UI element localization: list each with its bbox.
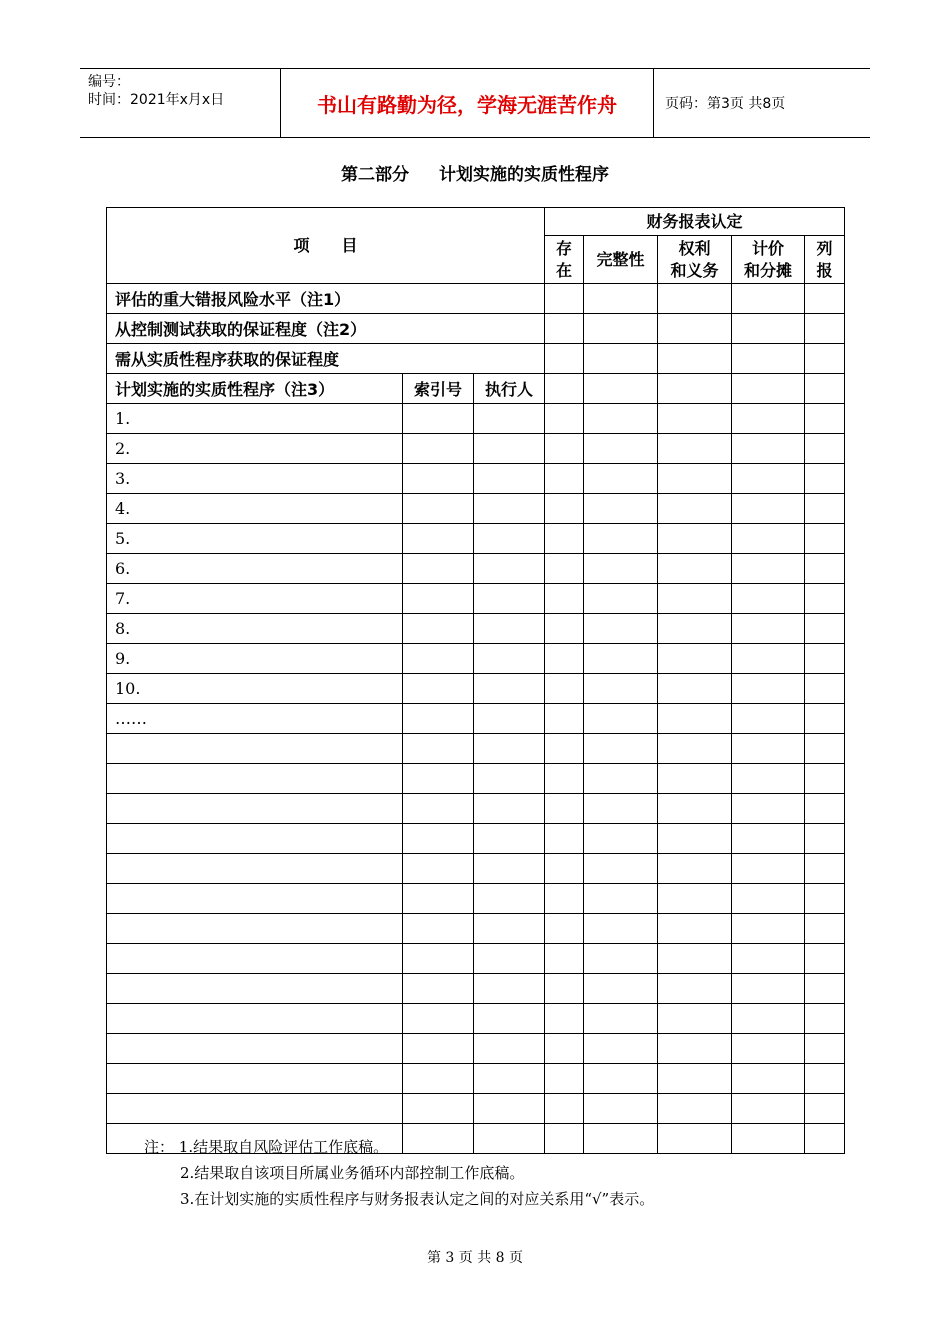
table-cell (403, 764, 474, 794)
table-cell (403, 884, 474, 914)
assertion-group-header: 财务报表认定 (545, 208, 845, 236)
section-name: 计划实施的实质性程序 (438, 165, 609, 185)
table-cell (474, 674, 545, 704)
procedure-label: 4. (107, 494, 403, 524)
procedure-header: 计划实施的实质性程序（注3） (107, 374, 403, 404)
table-cell (658, 1034, 732, 1064)
note-prefix: 注： (144, 1138, 175, 1156)
table-cell (403, 944, 474, 974)
table-cell (545, 494, 584, 524)
table-cell (584, 464, 658, 494)
table-cell (545, 1094, 584, 1124)
table-row (107, 614, 845, 644)
table-row (107, 284, 845, 314)
table-cell (545, 1064, 584, 1094)
procedure-label (107, 1064, 403, 1094)
table-cell (732, 614, 805, 644)
table-cell (403, 1064, 474, 1094)
table-cell (474, 1094, 545, 1124)
table-cell (805, 374, 845, 404)
table-cell (584, 404, 658, 434)
section-part: 第二部分 (341, 165, 410, 185)
procedure-label: 8. (107, 614, 403, 644)
procedure-label: 3. (107, 464, 403, 494)
table-cell (805, 1004, 845, 1034)
table-cell (658, 1064, 732, 1094)
procedure-label: 6. (107, 554, 403, 584)
table-cell (545, 1034, 584, 1064)
table-cell (732, 284, 805, 314)
table-cell (732, 1004, 805, 1034)
table-cell (805, 584, 845, 614)
table-cell (474, 1034, 545, 1064)
table-row (107, 524, 845, 554)
table-cell (545, 284, 584, 314)
table-cell (805, 1094, 845, 1124)
table-cell (403, 404, 474, 434)
table-cell (658, 554, 732, 584)
table-cell (658, 494, 732, 524)
table-cell (584, 674, 658, 704)
table-cell (732, 584, 805, 614)
table-cell (403, 704, 474, 734)
table-row (107, 404, 845, 434)
table-cell (805, 314, 845, 344)
table-cell (732, 824, 805, 854)
table-cell (474, 764, 545, 794)
table-cell (658, 434, 732, 464)
note-2: 2.结果取自该项目所属业务循环内部控制工作底稿。 (180, 1164, 525, 1182)
table-cell (805, 794, 845, 824)
assertion-header: 权利 和义务 (658, 236, 732, 284)
table-cell (584, 1094, 658, 1124)
table-cell (805, 734, 845, 764)
table-cell (805, 284, 845, 314)
procedure-label (107, 914, 403, 944)
table-cell (805, 944, 845, 974)
table-cell (584, 1064, 658, 1094)
table-cell (658, 884, 732, 914)
table-cell (658, 734, 732, 764)
table-row (107, 344, 845, 374)
table-cell (658, 1124, 732, 1154)
table-cell (545, 794, 584, 824)
table-cell (474, 794, 545, 824)
table-cell (584, 434, 658, 464)
table-cell (805, 854, 845, 884)
table-cell (805, 344, 845, 374)
section-title (0, 160, 950, 185)
procedure-label (107, 884, 403, 914)
table-cell (545, 434, 584, 464)
table-cell (403, 854, 474, 884)
procedure-label: 7. (107, 584, 403, 614)
table-cell (732, 1124, 805, 1154)
table-row (107, 1034, 845, 1064)
table-cell (732, 764, 805, 794)
procedure-label (107, 854, 403, 884)
table-row (107, 974, 845, 1004)
table-cell (805, 464, 845, 494)
assertion-header: 存 在 (545, 236, 584, 284)
table-cell (584, 884, 658, 914)
table-cell (403, 554, 474, 584)
table-cell (658, 314, 732, 344)
table-cell (658, 344, 732, 374)
table-cell (805, 1064, 845, 1094)
table-cell (474, 464, 545, 494)
table-row (107, 764, 845, 794)
table-row (107, 734, 845, 764)
table-cell (805, 764, 845, 794)
table-cell (545, 344, 584, 374)
table-cell (584, 524, 658, 554)
table-row (107, 704, 845, 734)
table-cell (584, 794, 658, 824)
table-cell (584, 914, 658, 944)
table-cell (545, 674, 584, 704)
table-cell (805, 614, 845, 644)
table-cell (474, 614, 545, 644)
table-cell (474, 404, 545, 434)
table-cell (474, 884, 545, 914)
table-cell (545, 884, 584, 914)
date-label: 时间：2021年x月x日 (88, 92, 225, 108)
table-row (107, 584, 845, 614)
table-cell (474, 944, 545, 974)
table-cell (805, 524, 845, 554)
table-cell (545, 824, 584, 854)
table-cell (584, 284, 658, 314)
table-cell (658, 374, 732, 404)
table-cell (403, 1094, 474, 1124)
table-cell (805, 644, 845, 674)
page-header (80, 68, 870, 138)
table-row (107, 854, 845, 884)
procedure-label: 5. (107, 524, 403, 554)
table-cell (805, 824, 845, 854)
row-label: 从控制测试获取的保证程度（注2） (107, 314, 545, 344)
table-cell (584, 734, 658, 764)
table-cell (805, 554, 845, 584)
procedure-label: 2. (107, 434, 403, 464)
table-row (107, 554, 845, 584)
table-cell (805, 914, 845, 944)
procedure-label: 1. (107, 404, 403, 434)
procedure-header-row (107, 374, 845, 404)
table-row (107, 494, 845, 524)
table-cell (584, 764, 658, 794)
item-header: 项 目 (107, 208, 545, 284)
table-cell (732, 704, 805, 734)
table-cell (658, 944, 732, 974)
table-cell (805, 704, 845, 734)
table-cell (732, 854, 805, 884)
table-cell (658, 524, 732, 554)
procedure-label (107, 1094, 403, 1124)
table-cell (545, 974, 584, 1004)
table-cell (584, 944, 658, 974)
procedure-label (107, 1034, 403, 1064)
table-cell (658, 914, 732, 944)
table-cell (584, 314, 658, 344)
table-cell (658, 674, 732, 704)
table-cell (474, 704, 545, 734)
table-cell (584, 614, 658, 644)
table-cell (805, 1124, 845, 1154)
index-header: 索引号 (403, 374, 474, 404)
table-cell (732, 434, 805, 464)
row-label: 评估的重大错报风险水平（注1） (107, 284, 545, 314)
table-row (107, 944, 845, 974)
table-row (107, 1094, 845, 1124)
table-cell (658, 854, 732, 884)
table-cell (403, 824, 474, 854)
procedure-label (107, 824, 403, 854)
note-1: 注： 1.结果取自风险评估工作底稿。 (144, 1138, 389, 1156)
table-cell (732, 1094, 805, 1124)
table-cell (545, 914, 584, 944)
table-cell (545, 584, 584, 614)
table-cell (545, 944, 584, 974)
table-cell (732, 374, 805, 404)
table-cell (545, 644, 584, 674)
table-cell (474, 584, 545, 614)
table-cell (732, 554, 805, 584)
table-row (107, 464, 845, 494)
assertion-header: 计价 和分摊 (732, 236, 805, 284)
table-cell (545, 854, 584, 884)
table-cell (403, 524, 474, 554)
table-cell (403, 1004, 474, 1034)
table-cell (545, 314, 584, 344)
table-cell (732, 974, 805, 1004)
table-cell (474, 734, 545, 764)
table-cell (545, 1004, 584, 1034)
table-cell (474, 494, 545, 524)
table-cell (403, 914, 474, 944)
note-3: 3.在计划实施的实质性程序与财务报表认定之间的对应关系用“√”表示。 (180, 1190, 655, 1208)
table-cell (545, 734, 584, 764)
table-cell (584, 494, 658, 524)
table-cell (732, 644, 805, 674)
table-cell (584, 824, 658, 854)
table-row (107, 884, 845, 914)
table-cell (658, 464, 732, 494)
table-cell (474, 824, 545, 854)
table-cell (403, 734, 474, 764)
table-row (107, 794, 845, 824)
header-motto: 书山有路勤为径，学海无涯苦作舟 (281, 69, 654, 137)
table-row (107, 314, 845, 344)
table-cell (658, 824, 732, 854)
procedure-label (107, 734, 403, 764)
table-cell (658, 974, 732, 1004)
table-cell (732, 464, 805, 494)
table-cell (732, 674, 805, 704)
table-cell (584, 644, 658, 674)
procedure-label (107, 944, 403, 974)
procedure-label (107, 1004, 403, 1034)
table-cell (805, 434, 845, 464)
table-cell (545, 374, 584, 404)
table-cell (732, 884, 805, 914)
table-cell (658, 764, 732, 794)
table-row (107, 1004, 845, 1034)
table-cell (658, 1094, 732, 1124)
table-cell (658, 284, 732, 314)
table-cell (403, 1034, 474, 1064)
table-cell (732, 314, 805, 344)
page-footer: 第 3 页 共 8 页 (426, 1250, 524, 1266)
table-cell (658, 614, 732, 644)
table-cell (474, 434, 545, 464)
table-cell (545, 524, 584, 554)
procedure-label: 10. (107, 674, 403, 704)
table-cell (584, 1004, 658, 1034)
procedure-table (106, 207, 845, 1154)
table-cell (658, 404, 732, 434)
row-label: 需从实质性程序获取的保证程度 (107, 344, 545, 374)
table-cell (584, 974, 658, 1004)
procedure-label: …… (107, 704, 403, 734)
table-row (107, 824, 845, 854)
procedure-label: 9. (107, 644, 403, 674)
table-cell (732, 944, 805, 974)
table-cell (732, 1034, 805, 1064)
table-cell (805, 884, 845, 914)
table-cell (732, 1064, 805, 1094)
table-cell (403, 584, 474, 614)
procedure-label (107, 764, 403, 794)
table-cell (474, 974, 545, 1004)
table-cell (474, 1064, 545, 1094)
assertion-header: 完整性 (584, 236, 658, 284)
table-cell (403, 974, 474, 1004)
table-cell (474, 554, 545, 584)
table-cell (403, 674, 474, 704)
notes (144, 1134, 654, 1212)
header-page-info: 页码：第3页 共8页 (665, 96, 786, 112)
table-cell (474, 1004, 545, 1034)
table-row (107, 644, 845, 674)
table-cell (474, 524, 545, 554)
table-cell (545, 554, 584, 584)
table-row (107, 1064, 845, 1094)
table-cell (474, 644, 545, 674)
table-cell (403, 644, 474, 674)
table-cell (584, 854, 658, 884)
table-cell (658, 794, 732, 824)
table-cell (474, 914, 545, 944)
table-cell (545, 464, 584, 494)
table-cell (732, 914, 805, 944)
table-cell (545, 704, 584, 734)
table-cell (732, 494, 805, 524)
table-cell (545, 614, 584, 644)
procedure-label (107, 974, 403, 1004)
table-cell (584, 704, 658, 734)
table-cell (545, 404, 584, 434)
table-cell (403, 614, 474, 644)
table-row (107, 914, 845, 944)
table-cell (545, 764, 584, 794)
header-meta (80, 69, 281, 137)
executor-header: 执行人 (474, 374, 545, 404)
table-cell (805, 404, 845, 434)
table-cell (732, 404, 805, 434)
table-cell (805, 674, 845, 704)
table-cell (732, 794, 805, 824)
table-cell (584, 344, 658, 374)
table-cell (805, 974, 845, 1004)
table-cell (658, 584, 732, 614)
table-cell (658, 644, 732, 674)
table-cell (403, 464, 474, 494)
table-cell (732, 344, 805, 374)
procedure-label (107, 794, 403, 824)
table-row (107, 674, 845, 704)
table-row (107, 434, 845, 464)
table-cell (658, 704, 732, 734)
table-cell (732, 524, 805, 554)
table-cell (403, 794, 474, 824)
table-cell (584, 554, 658, 584)
table-cell (584, 1034, 658, 1064)
table-cell (403, 434, 474, 464)
table-cell (403, 494, 474, 524)
table-cell (658, 1004, 732, 1034)
table-cell (805, 494, 845, 524)
table-cell (584, 584, 658, 614)
table-cell (805, 1034, 845, 1064)
assertion-header: 列 报 (805, 236, 845, 284)
number-label: 编号： (88, 74, 130, 90)
table-cell (732, 734, 805, 764)
table-cell (474, 854, 545, 884)
table-cell (584, 374, 658, 404)
